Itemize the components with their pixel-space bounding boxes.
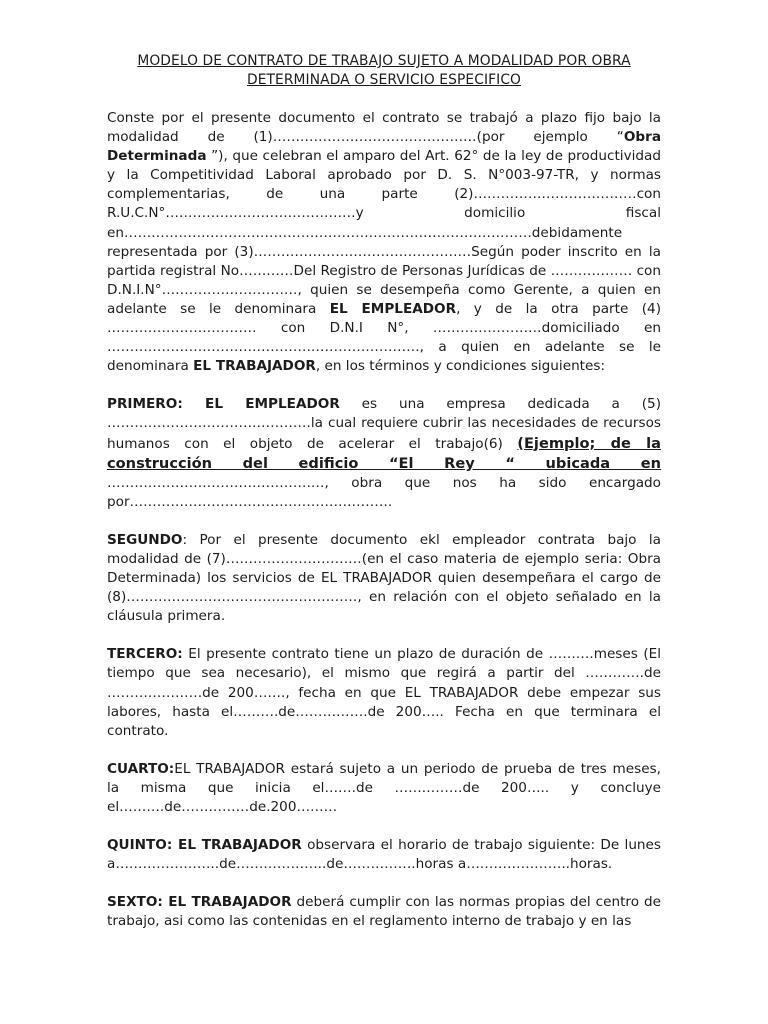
clause-tercero-text: El presente contrato tiene un plazo de duración de ……….meses (El tiempo que sea necesario), el mismo que regirá a partir del ………….de …………………de 200……., fecha en que EL TRABAJADOR debe empezar sus labores, hasta el……….de…………….de 200….. Fecha en que terminara el contrato. xyxy=(107,646,661,739)
document-title xyxy=(107,52,661,90)
intro-text-2: ”), que celebran el amparo del Art. 62° de la ley de productividad y la Competitividad Laboral aprobado por D. S. N°003-97-TR, y normas complementarias, de una parte (2)………………………………con R.U.C.N°……………………………………y domicilio fiscal en………………………………………………………………………………debidamente representada por (3)…………………………………………Según poder inscrito en la partida registral No…………Del Registro de Personas Jurídicas de ……………… con D.N.I.N°…………………………, quien se desempeña como Gerente, a quien en adelante se le denominara xyxy=(107,148,661,317)
intro-text-3: , y de la otra parte (4) …………………………… con D.N.I N°, ……………………domiciliado en ……………………………………………………………, a quien en adelante se le denominara xyxy=(107,300,661,375)
clause-primero-text-1: es una empresa dedicada a (5) ………………………………………la cual requiere cubrir las necesidades de recursos humanos con el objeto de acelerar el trabajo(6) xyxy=(107,396,662,452)
contract-page xyxy=(107,52,661,950)
intro-bold-obra: Obra Determinada xyxy=(107,129,661,165)
clause-primero-label: PRIMERO: EL EMPLEADOR xyxy=(107,396,340,413)
clause-sexto-text: deberá cumplir con las normas propias del centro de trabajo, asi como las contenidas en el reglamento interno de trabajo y en las xyxy=(107,894,661,930)
clause-segundo-label: SEGUNDO xyxy=(107,531,183,548)
clause-sexto-label: SEXTO: EL TRABAJADOR xyxy=(107,894,292,911)
title-line-1: MODELO DE CONTRATO DE TRABAJO SUJETO A MODALIDAD POR OBRA xyxy=(137,53,631,69)
clause-tercero xyxy=(107,645,661,740)
intro-text-4: , en los términos y condiciones siguientes: xyxy=(315,358,606,375)
clause-cuarto xyxy=(107,760,661,817)
intro-bold-empleador: EL EMPLEADOR xyxy=(329,300,457,317)
clause-primero-text-2: …………………………………………, obra que nos ha sido encargado por…………………………………………………. xyxy=(107,474,661,510)
clause-primero-example-1: (Ejemplo; de la xyxy=(517,434,661,452)
intro-text-1: Conste por el presente documento el contrato se trabajó a plazo fijo bajo la modalidad de (1)………………………………………(por ejemplo “ xyxy=(107,110,661,146)
title-line-2: DETERMINADA O SERVICIO ESPECIFICO xyxy=(246,72,522,88)
intro-paragraph xyxy=(107,109,661,376)
clause-sexto xyxy=(107,893,661,931)
clause-segundo-text: : Por el presente documento ekl empleador contrata bajo la modalidad de (7)…………………………(en el caso materia de ejemplo seria: Obra Determinada) los servicios de EL TRABAJADOR quien desempeñara el cargo de (8)……………………………………………, en relación con el objeto señalado en la cláusula primera. xyxy=(107,531,661,625)
clause-cuarto-text: EL TRABAJADOR estará sujeto a un periodo de prueba de tres meses, la misma que inicia el…….de ……………de 200….. y concluye el……….de……………de.200……… xyxy=(107,760,661,815)
clause-tercero-label: TERCERO: xyxy=(107,646,183,663)
clause-segundo xyxy=(107,531,661,626)
clause-quinto xyxy=(107,836,661,874)
clause-cuarto-label: CUARTO: xyxy=(107,760,175,777)
clause-primero xyxy=(107,395,661,512)
clause-quinto-label: QUINTO: EL TRABAJADOR xyxy=(107,837,302,854)
clause-primero-example-2: construcción del edificio “El Rey “ ubicada en xyxy=(107,454,661,472)
intro-bold-trabajador: EL TRABAJADOR xyxy=(193,358,316,375)
clause-quinto-text: observara el horario de trabajo siguiente: De lunes a…………………..de………………..de…………….horas a…………………..horas. xyxy=(107,837,661,873)
